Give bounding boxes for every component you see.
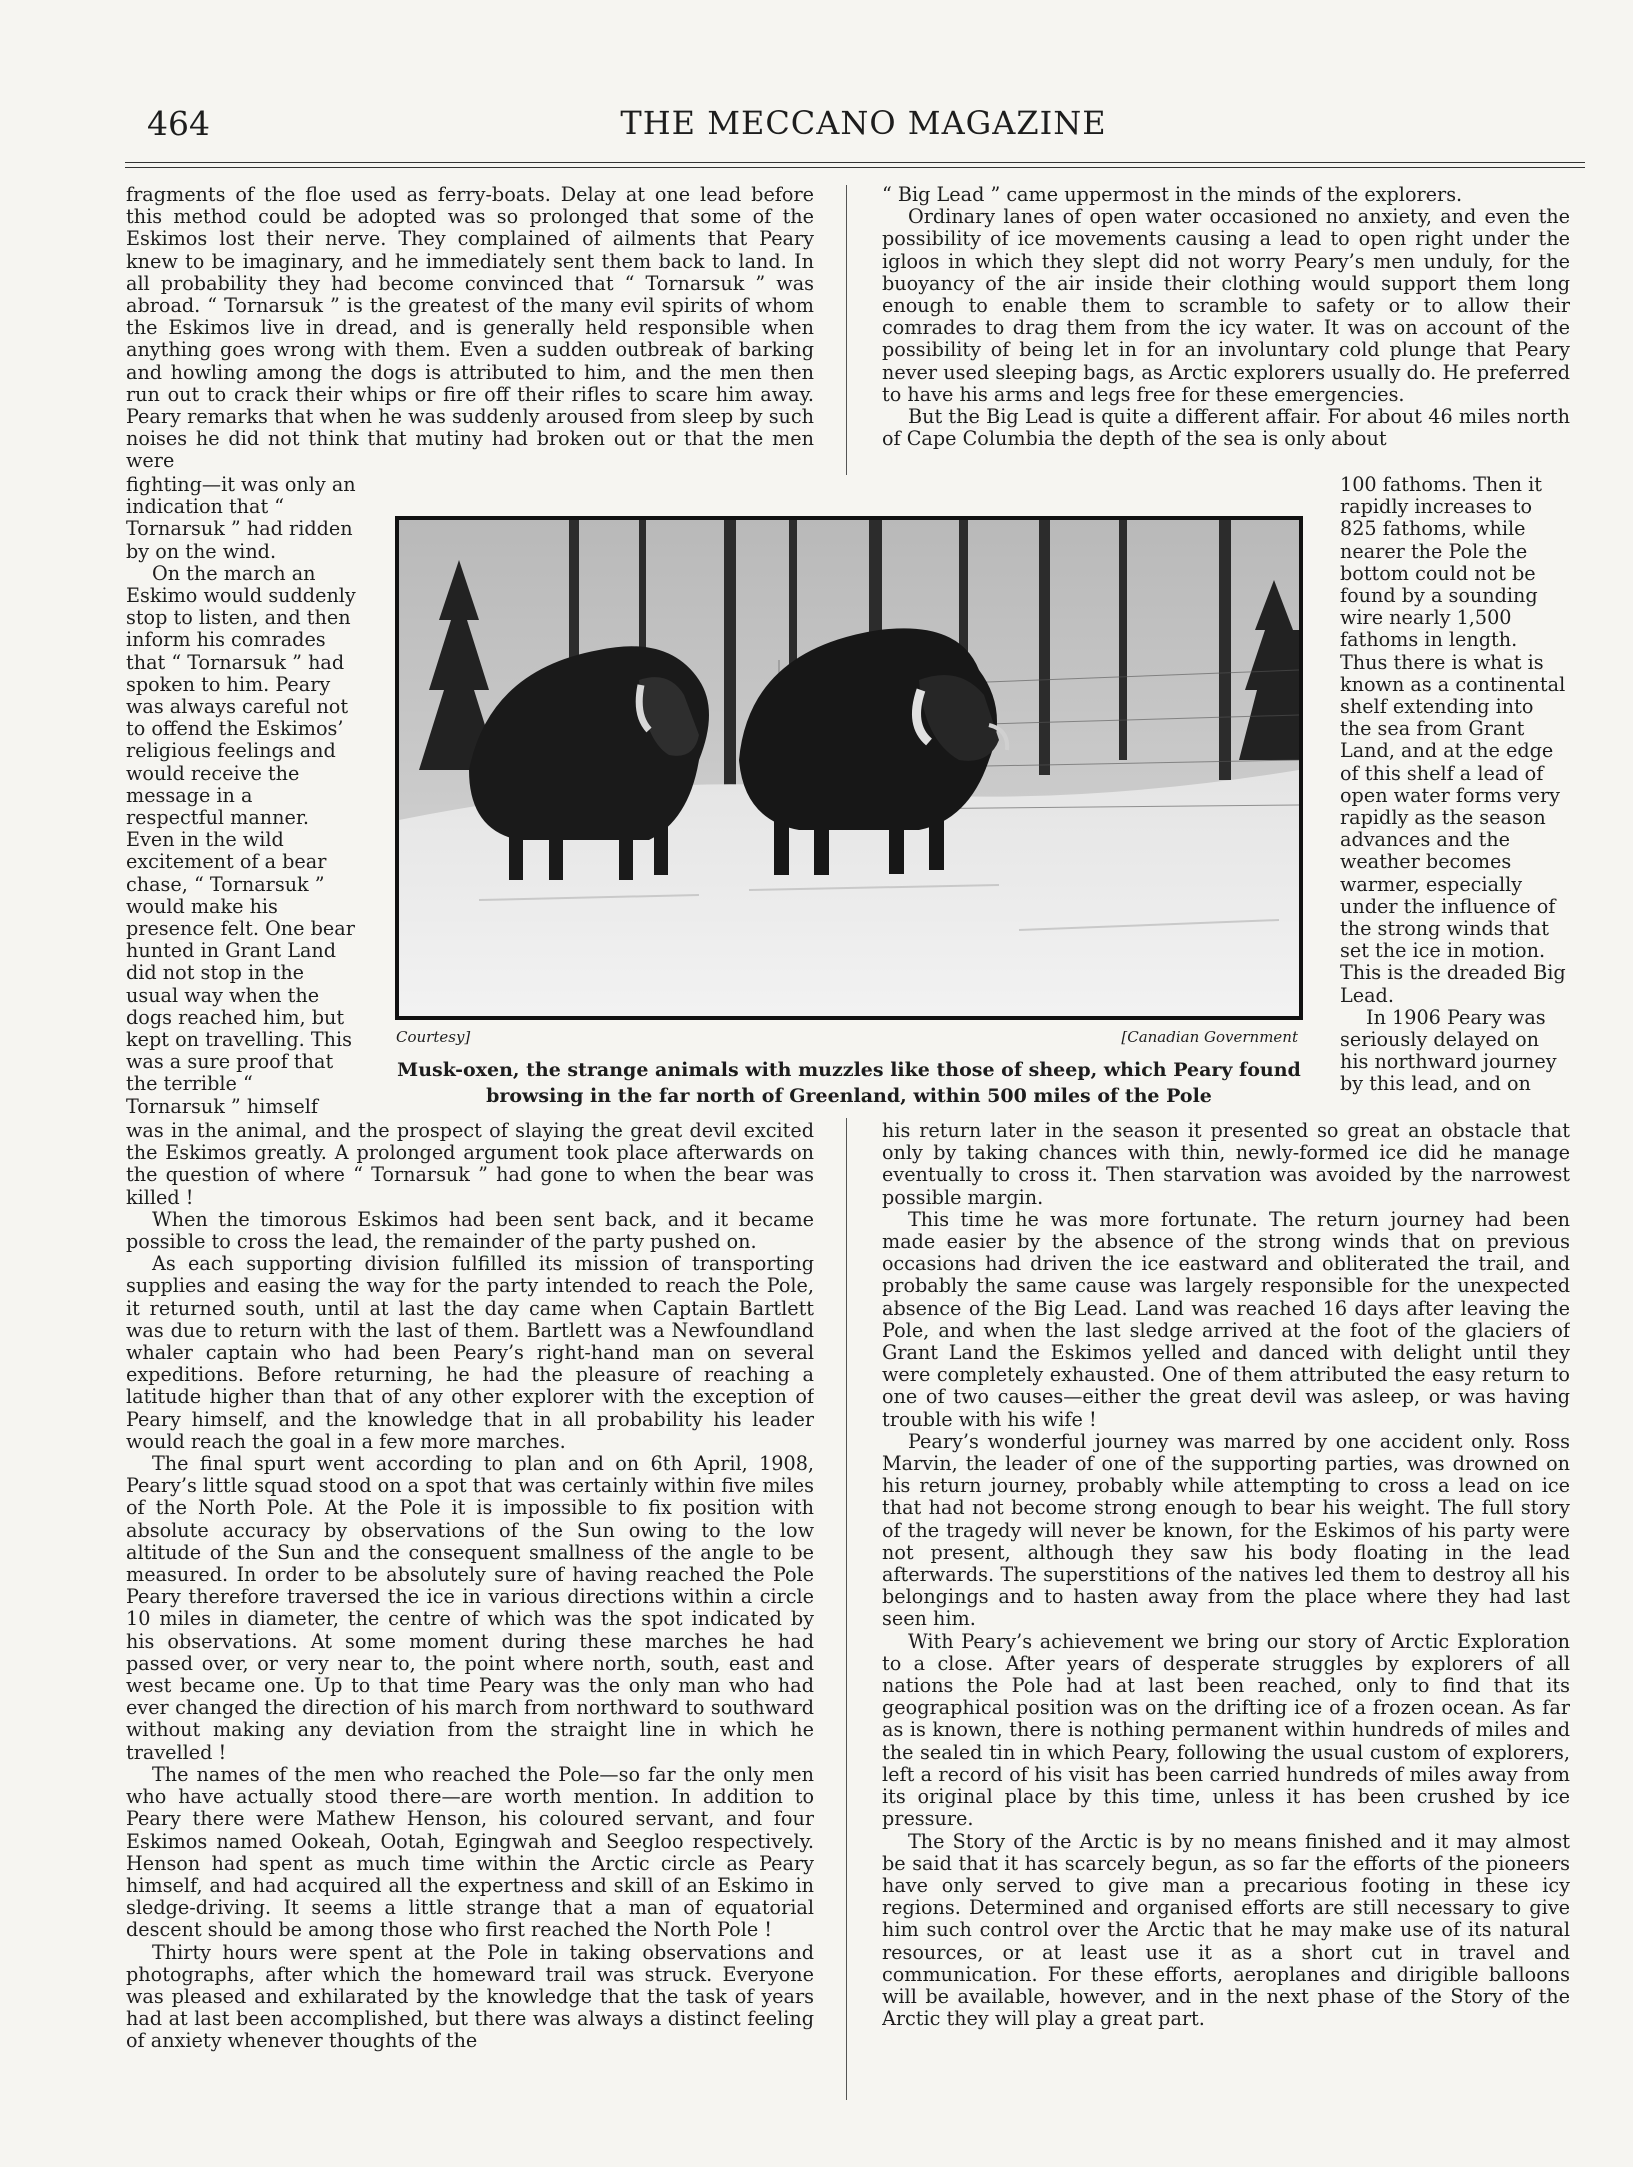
paragraph: As each supporting division fulfilled its mission of transporting supplies and easing the way for the party intended to reach the Pole, it returned south, until at last the day came when Captain Bartlett was due to return with the last of them. Bartlett was a Newfoundland whaler captain who had been Peary’s right-hand man on several expeditions. Before returning, he had the pleasure of reaching a latitude higher than that of any other explorer with the exception of Peary himself, and the knowledge that in all probability his leader would reach the goal in a few more marches.	[126, 1252, 814, 1453]
paragraph: On the march an Eskimo would suddenly stop to listen, and then inform his comrades that “ Tornarsuk ” had spoken to him. Peary was always careful not to offend the Eskimos’ religious feelings and would receive the message in a respectful manner. Even in the wild excitement of a bear chase, “ Tornarsuk ” would make his presence felt. One bear hunted in Grant Land did not stop in the usual way when the dogs reached him, but kept on travelling. This was a sure proof that the terrible “ Tornarsuk ” himself	[126, 561, 356, 1118]
page-header	[145, 104, 1582, 154]
left-column-top	[126, 184, 814, 474]
left-column-narrow	[126, 474, 356, 1120]
musk-oxen-photo	[395, 516, 1303, 1020]
photo-credit-right: [Canadian Government	[1121, 1028, 1298, 1046]
magazine-title: THE MECCANO MAGAZINE	[620, 104, 1107, 142]
photo-credit-left: Courtesy]	[396, 1028, 471, 1046]
paragraph: Thirty hours were spent at the Pole in taking observations and photographs, after which the homeward trail was struck. Everyone was pleased and exhilarated by the knowledge that the task of years had at last been accomplished, but there was always a distinct feeling of anxiety whenever thoughts of the	[126, 1940, 814, 2053]
paragraph: fighting—it was only an indication that “ Tornarsuk ” had ridden by on the wind.	[126, 474, 356, 563]
left-column-bottom	[126, 1120, 814, 2110]
paragraph: With Peary’s achievement we bring our story of Arctic Exploration to a close. After years of desperate struggles by explorers of all nations the Pole had at last been reached, only to find that its geographical position was on the drifting ice of a frozen ocean. As far as is known, there is nothing permanent within hundreds of miles and the sealed tin in which Peary, following the usual custom of explorers, left a record of his visit has been carried hundreds of miles away from its original place by this time, unless it has been crushed by ice pressure.	[882, 1629, 1570, 1831]
paragraph: The Story of the Arctic is by no means finished and it may almost be said that it has scarcely begun, as so far the efforts of the pioneers have only served to give man a precarious footing in these icy regions. Determined and organised efforts are still necessary to give him such control over the Arctic that he may make use of its natural resources, or at least use it as a short cut in travel and communication. For these efforts, aeroplanes and dirigible balloons will be available, however, and in the next phase of the Story of the Arctic they will play a great part.	[882, 1829, 1570, 2031]
paragraph: was in the animal, and the prospect of slaying the great devil excited the Eskimos greatly. A prolonged argument took place afterwards on the question of where “ Tornarsuk ” had gone to when the bear was killed !	[126, 1120, 814, 1209]
photo-caption	[395, 1057, 1303, 1109]
caption-line: Musk-oxen, the strange animals with muzzles like those of sheep, which Peary found	[397, 1059, 1301, 1081]
paragraph: his return later in the season it presented so great an obstacle that only by taking chances with thin, newly-formed ice did he manage eventually to cross it. Then starvation was avoided by the narrowest possible margin.	[882, 1120, 1570, 1209]
right-column-bottom	[882, 1120, 1570, 2110]
paragraph: This time he was more fortunate. The return journey had been made easier by the absence of the strong winds that on previous occasions had driven the ice eastward and obliterated the trail, and probably the same cause was largely responsible for the unexpected absence of the Big Lead. Land was reached 16 days after leaving the Pole, and when the last sledge arrived at the foot of the glaciers of Grant Land the Eskimos yelled and danced with delight until they were completely exhausted. One of them attributed the easy return to one of two causes—either the great devil was asleep, or was having trouble with his wife !	[882, 1207, 1570, 1431]
page-number: 464	[147, 104, 210, 143]
paragraph: But the Big Lead is quite a different affair. For about 46 miles north of Cape Columbia the depth of the sea is only about	[882, 405, 1570, 451]
paragraph: In 1906 Peary was seriously delayed on his northward journey by this lead, and on	[1340, 1005, 1557, 1096]
paragraph: Ordinary lanes of open water occasioned no anxiety, and even the possibility of ice movements causing a lead to open right under the igloos in which they slept did not worry Peary’s men unduly, for the buoyancy of the air inside their clothing would support them long enough to enable them to scramble to safety or to allow their comrades to drag them from the icy water. It was on account of the possibility of being let in for an involuntary cold plunge that Peary never used sleeping bags, as Arctic explorers usually do. He preferred to have his arms and legs free for these emergencies.	[882, 205, 1570, 406]
header-rule-thin	[125, 167, 1585, 168]
column-divider-bottom	[846, 1118, 847, 2100]
caption-line: browsing in the far north of Greenland, within 500 miles of the Pole	[486, 1085, 1212, 1107]
paragraph: “ Big Lead ” came uppermost in the minds of the explorers.	[882, 184, 1463, 206]
header-rule	[125, 162, 1585, 163]
photo-illustration	[399, 520, 1299, 1016]
paragraph: The final spurt went according to plan and on 6th April, 1908, Peary’s little squad stood on a spot that was certainly within five miles of the North Pole. At the Pole it is impossible to fix position with absolute accuracy by observations of the Sun owing to the low altitude of the Sun and the consequent smallness of the angle to be measured. In order to be absolutely sure of having reached the Pole Peary therefore traversed the ice in various directions within a circle 10 miles in diameter, the centre of which was the spot indicated by his observations. At some moment during these marches he had passed over, or very near to, the point where north, south, east and west became one. Up to that time Peary was the only man who had ever changed the direction of his march from northward to southward without making any deviation from the straight line in which he travelled !	[126, 1452, 814, 1764]
paragraph: fragments of the floe used as ferry-boats. Delay at one lead before this method could be adopted was so prolonged that some of the Eskimos lost their nerve. They complained of ailments that Peary knew to be imaginary, and he immediately sent them back to land. In all probability they had become convinced that “ Tornarsuk ” was abroad. “ Tornarsuk ” is the greatest of the many evil spirits of whom the Eskimos live in dread, and is generally held responsible when anything goes wrong with them. Even a sudden outbreak of barking and howling among the dogs is attributed to him, and the men then run out to crack their whips or fire off their rifles to scare him away. Peary remarks that when he was suddenly aroused from sleep by such noises he did not think that mutiny had broken out or that the men were	[126, 184, 814, 473]
column-divider-top	[846, 185, 847, 475]
paragraph: 100 fathoms. Then it rapidly increases to 825 fathoms, while nearer the Pole the bottom could not be found by a sounding wire nearly 1,500 fathoms in length. Thus there is what is known as a continental shelf extending into the sea from Grant Land, and at the edge of this shelf a lead of open water forms very rapidly as the season advances and the weather becomes warmer, especially under the influence of the strong winds that set the ice in motion. This is the dreaded Big Lead.	[1340, 474, 1566, 1007]
paragraph: The names of the men who reached the Pole—so far the only men who have actually stood there—are worth mention. In addition to Peary there were Mathew Henson, his coloured servant, and four Eskimos named Ookeah, Ootah, Egingwah and Seegloo respectively. Henson had spent as much time within the Arctic circle as Peary himself, and had acquired all the expertness and skill of an Eskimo in sledge-driving. It seems a little strange that a man of equatorial descent should be among those who first reached the North Pole !	[126, 1762, 814, 1942]
paragraph: Peary’s wonderful journey was marred by one accident only. Ross Marvin, the leader of one of the supporting parties, was drowned on his return journey, probably while attempting to cross a lead on ice that had not become strong enough to bear his weight. The full story of the tragedy will never be known, for the Eskimos of his party were not present, although they saw his body floating in the lead afterwards. The superstitions of the natives led them to destroy all his belongings and to hasten away from the place where they had last seen him.	[882, 1429, 1570, 1631]
right-column-narrow	[1340, 474, 1570, 1120]
paragraph: When the timorous Eskimos had been sent back, and it became possible to cross the lead, the remainder of the party pushed on.	[126, 1207, 814, 1254]
right-column-top	[882, 184, 1570, 474]
